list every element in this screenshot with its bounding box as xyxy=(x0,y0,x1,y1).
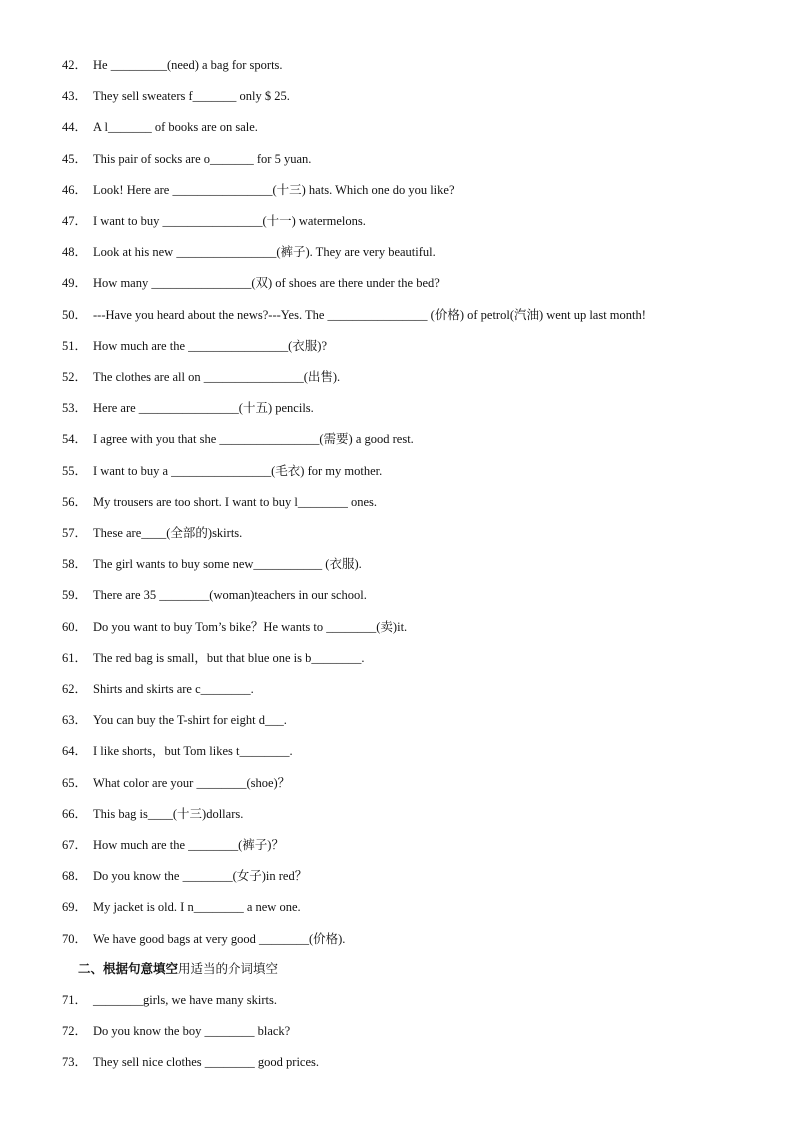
question-text: You can buy the T-shirt for eight d___. xyxy=(93,713,287,728)
question-item xyxy=(62,336,327,356)
question-text: How much are the ________________(衣服)? xyxy=(93,338,327,353)
question-item xyxy=(62,804,243,824)
question-item xyxy=(62,835,284,855)
question-text: My jacket is old. I n________ a new one. xyxy=(93,900,301,915)
question-text: This pair of socks are o_______ for 5 yuan. xyxy=(93,151,312,166)
question-text: He _________(need) a bag for sports. xyxy=(93,58,283,72)
question-item xyxy=(62,710,287,730)
question-text: There are 35 ________(woman)teachers in our school. xyxy=(93,588,367,603)
question-item xyxy=(62,55,283,75)
question-number: 47． xyxy=(62,214,88,228)
question-item xyxy=(62,242,436,262)
section-heading xyxy=(78,959,278,979)
question-item xyxy=(62,461,382,481)
question-number: 50． xyxy=(62,307,88,322)
question-item xyxy=(62,86,290,106)
question-number: 71． xyxy=(62,993,88,1007)
question-text: How many ________________(双) of shoes are there under the bed? xyxy=(93,276,440,291)
question-number: 70． xyxy=(62,931,88,946)
question-text: Do you know the boy ________ black? xyxy=(93,1024,291,1039)
question-number: 49． xyxy=(62,276,88,291)
question-number: 46． xyxy=(62,182,88,197)
question-text: These are____(全部的)skirts. xyxy=(93,526,243,540)
question-item xyxy=(62,990,277,1010)
question-number: 66． xyxy=(62,806,88,821)
question-text: We have good bags at very good ________(价格). xyxy=(93,931,346,946)
question-text: I want to buy a ________________(毛衣) for my mother. xyxy=(93,463,383,478)
question-number: 45． xyxy=(62,151,88,166)
question-text: The clothes are all on ________________(出售). xyxy=(93,370,341,384)
question-item xyxy=(62,492,377,512)
question-text: What color are your ________(shoe)？ xyxy=(93,775,291,790)
question-text: I like shorts，but Tom likes t________. xyxy=(93,744,293,759)
question-number: 43． xyxy=(62,89,88,104)
question-number: 65． xyxy=(62,775,88,790)
question-number: 53． xyxy=(62,401,88,416)
question-item xyxy=(62,211,366,231)
question-number: 73． xyxy=(62,1055,88,1070)
question-text: They sell nice clothes ________ good prices. xyxy=(93,1055,320,1070)
question-number: 62． xyxy=(62,682,88,696)
question-item xyxy=(62,367,340,387)
question-number: 57． xyxy=(62,526,88,540)
section-subtitle: 用适当的介词填空 xyxy=(178,961,279,976)
question-item xyxy=(62,741,293,761)
question-item xyxy=(62,429,414,449)
section-title: 二、根据句意填空 xyxy=(78,961,179,976)
question-item xyxy=(62,1052,319,1072)
question-item xyxy=(62,398,314,418)
question-number: 64． xyxy=(62,744,88,759)
question-item xyxy=(62,929,345,949)
question-item xyxy=(62,617,407,637)
question-item xyxy=(62,180,455,200)
question-number: 55． xyxy=(62,463,88,478)
question-text: Here are ________________(十五) pencils. xyxy=(93,401,314,416)
question-item xyxy=(62,117,258,137)
question-number: 59． xyxy=(62,588,88,603)
question-number: 42． xyxy=(62,58,88,72)
question-item xyxy=(62,305,646,325)
question-text: How much are the ________(裤子)？ xyxy=(93,838,284,852)
question-item xyxy=(62,648,365,668)
question-text: Do you know the ________(女子)in red？ xyxy=(93,869,308,884)
question-text: My trousers are too short. I want to buy l________ ones. xyxy=(93,494,378,509)
question-item xyxy=(62,773,290,793)
question-item xyxy=(62,273,440,293)
question-text: The red bag is small，but that blue one is b________. xyxy=(93,650,365,665)
question-number: 56． xyxy=(62,494,88,509)
question-number: 72． xyxy=(62,1024,88,1039)
question-text: ---Have you heard about the news?---Yes. The ________________ (价格) of petrol(汽油) went up last month! xyxy=(93,307,646,322)
question-number: 69． xyxy=(62,900,88,915)
question-item xyxy=(62,523,242,543)
question-item xyxy=(62,554,362,574)
question-text: This bag is____(十三)dollars. xyxy=(93,806,244,821)
question-number: 51． xyxy=(62,338,88,353)
question-item xyxy=(62,866,307,886)
question-text: ________girls, we have many skirts. xyxy=(93,993,278,1007)
question-number: 54． xyxy=(62,432,88,447)
question-text: Shirts and skirts are c________. xyxy=(93,682,254,696)
question-text: Look! Here are ________________(十三) hats. Which one do you like? xyxy=(93,182,455,197)
question-number: 68． xyxy=(62,869,88,884)
question-text: I want to buy ________________(十一) watermelons. xyxy=(93,214,366,228)
question-item xyxy=(62,149,311,169)
question-item xyxy=(62,1021,290,1041)
question-number: 58． xyxy=(62,557,88,572)
question-text: They sell sweaters f_______ only $ 25. xyxy=(93,89,290,104)
question-number: 63． xyxy=(62,713,88,728)
question-number: 44． xyxy=(62,120,88,135)
question-text: I agree with you that she ________________(需要) a good rest. xyxy=(93,432,414,447)
question-number: 48． xyxy=(62,245,88,260)
question-text: Do you want to buy Tom’s bike？He wants to ________(卖)it. xyxy=(93,619,408,634)
question-number: 52． xyxy=(62,370,88,384)
question-number: 61． xyxy=(62,650,88,665)
question-text: A l_______ of books are on sale. xyxy=(93,120,258,135)
question-item xyxy=(62,585,367,605)
question-item xyxy=(62,679,254,699)
question-number: 60． xyxy=(62,619,88,634)
question-item xyxy=(62,897,301,917)
question-number: 67． xyxy=(62,838,88,852)
question-text: The girl wants to buy some new___________ (衣服). xyxy=(93,557,362,572)
question-text: Look at his new ________________(裤子). They are very beautiful. xyxy=(93,245,436,260)
